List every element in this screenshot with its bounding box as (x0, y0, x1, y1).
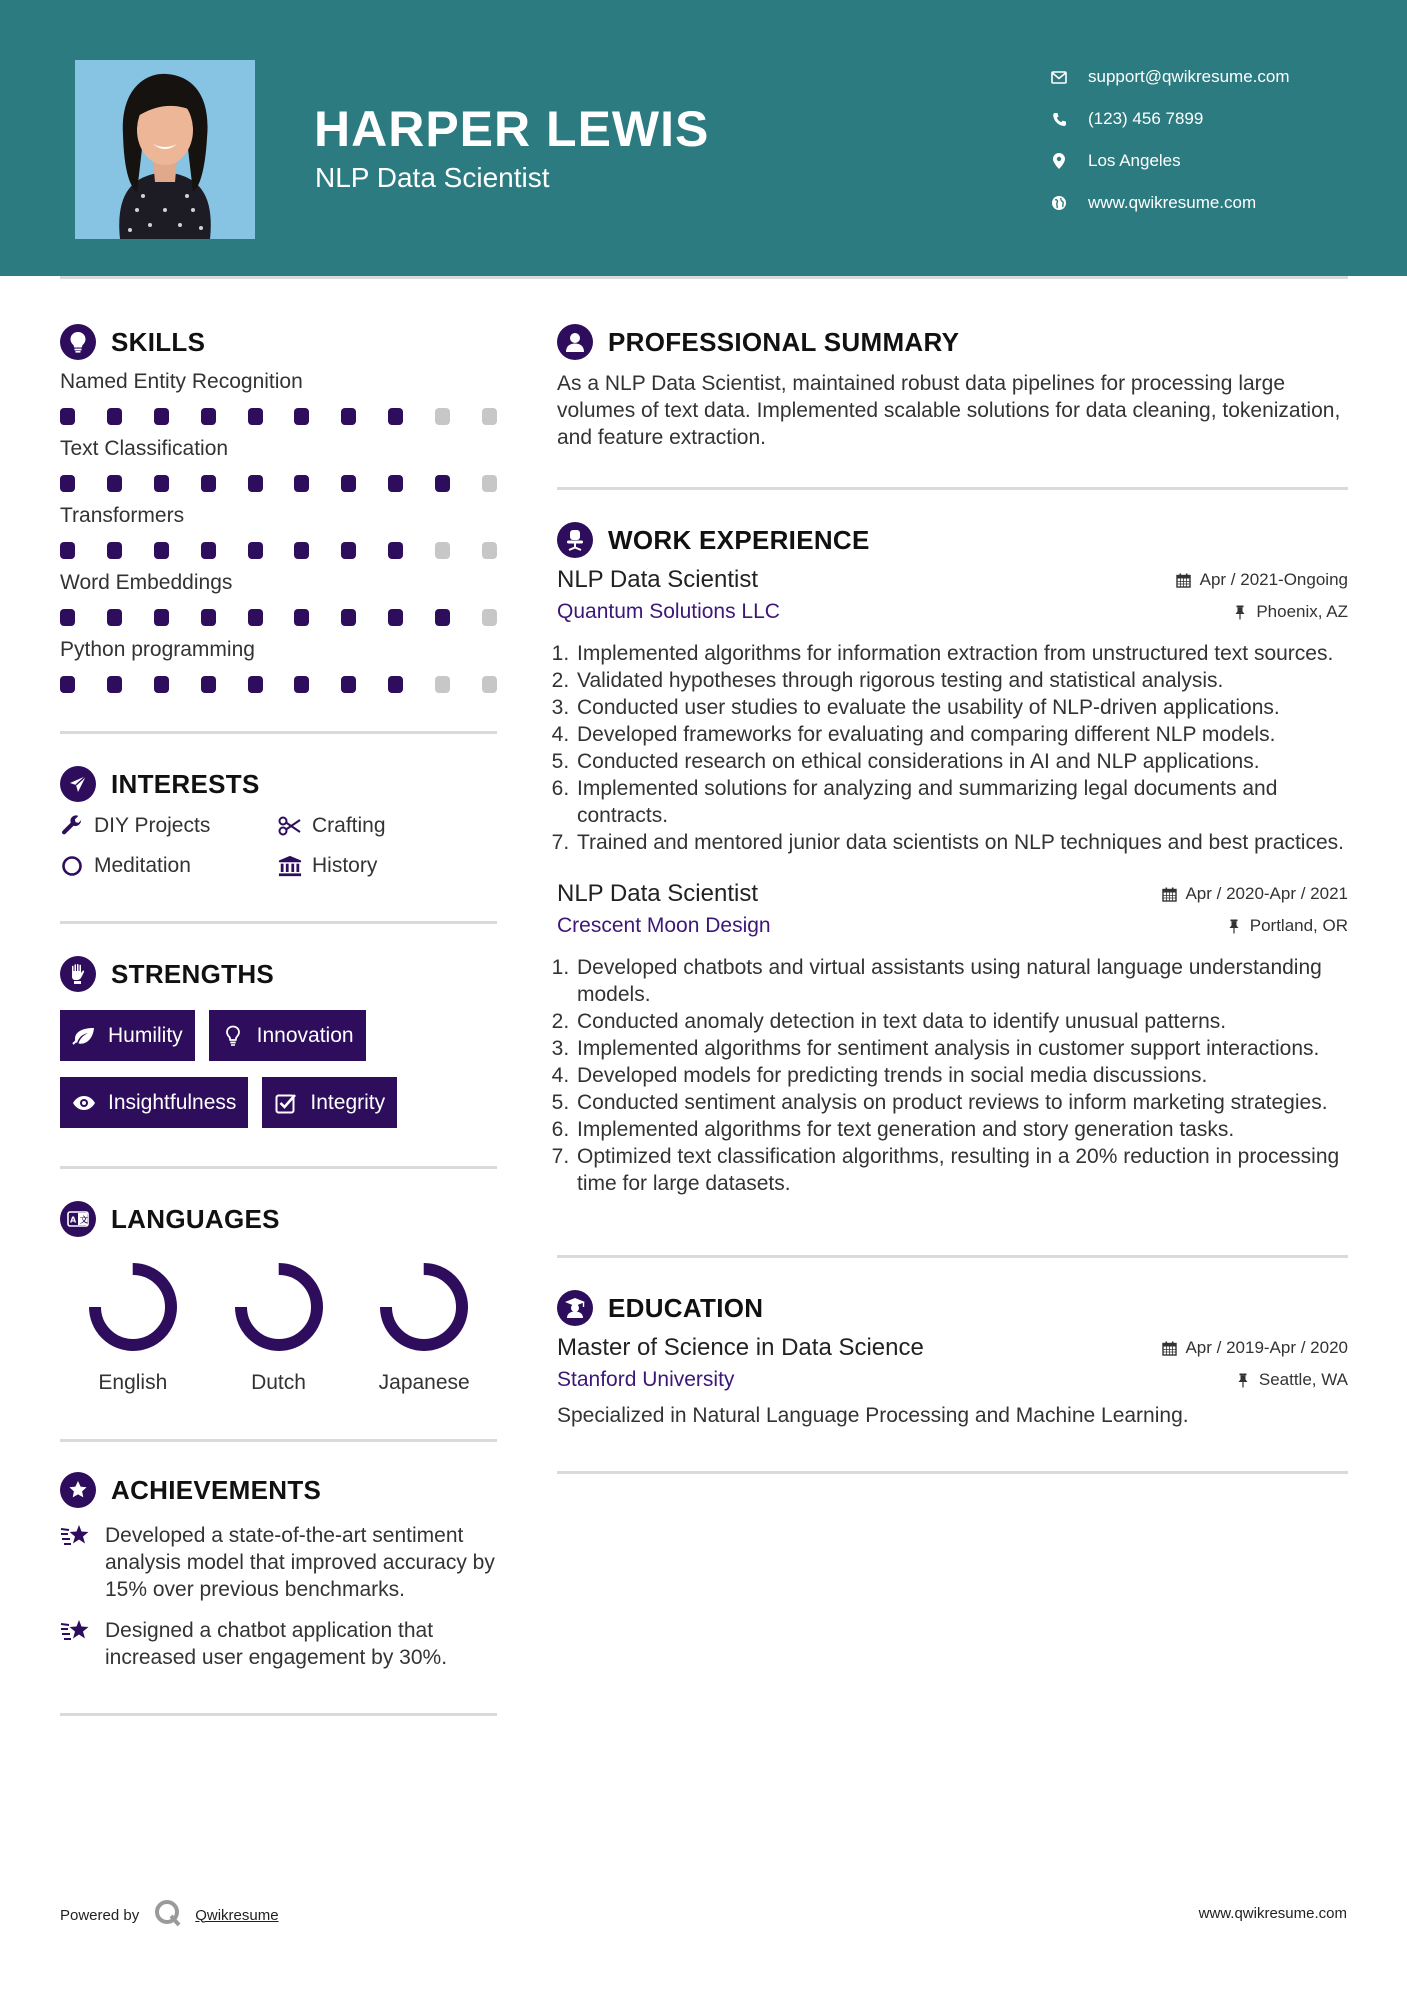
interest-label: Meditation (94, 854, 191, 877)
strength-label: Humility (108, 1023, 183, 1047)
achievements-list (60, 1522, 497, 1671)
skill-dot-filled (341, 609, 356, 626)
language-item (60, 1261, 206, 1395)
skill-dot-filled (107, 408, 122, 425)
skill-dot-filled (107, 475, 122, 492)
language-level-ring (233, 1261, 325, 1353)
svg-text:文: 文 (80, 1215, 88, 1225)
job-row (557, 600, 1348, 624)
skill-dot-filled (294, 475, 309, 492)
job-duty: 2. Conducted anomaly detection in text data to identify unusual patterns. (575, 1008, 1348, 1035)
skill-dot-empty (482, 542, 497, 559)
footer-website[interactable]: www.qwikresume.com (1198, 1905, 1347, 1922)
scissors-icon (278, 814, 302, 838)
experience-section-header (557, 518, 1348, 562)
phone-icon (1050, 110, 1068, 128)
footer-powered-by (60, 1898, 279, 1932)
skill-dot-filled (388, 609, 403, 626)
job-duty: 6. Implemented solutions for analyzing and summarizing legal documents and contracts. (575, 775, 1348, 829)
education-entry (557, 1334, 1348, 1429)
job-duty: 5. Conducted sentiment analysis on product reviews to inform marketing strategies. (575, 1089, 1348, 1116)
education-location (1235, 1370, 1348, 1390)
skill-dot-filled (388, 676, 403, 693)
svg-text:A: A (70, 1215, 77, 1225)
skill-dot-empty (482, 676, 497, 693)
skill-dot-filled (435, 609, 450, 626)
job-location (1232, 602, 1348, 622)
contact-website-text: www.qwikresume.com (1088, 193, 1257, 212)
job-dates-text: Apr / 2020-Apr / 2021 (1185, 884, 1348, 903)
languages-list (60, 1261, 497, 1395)
job-entry (557, 880, 1348, 1197)
strength-label: Integrity (310, 1090, 386, 1114)
language-label: Dutch (251, 1371, 306, 1394)
job-location-text: Phoenix, AZ (1256, 602, 1348, 621)
section-divider (60, 1713, 497, 1716)
skill-dot-filled (248, 475, 263, 492)
skills-section-header (60, 320, 497, 364)
shooting-star-icon (60, 1617, 92, 1647)
section-divider (60, 921, 497, 924)
skill-dot-filled (248, 408, 263, 425)
qwikresume-logo-icon (153, 1898, 183, 1932)
qwikresume-link[interactable]: Qwikresume (195, 1906, 279, 1924)
contact-phone[interactable] (1050, 98, 1290, 140)
education-row (557, 1368, 1348, 1392)
languages-section-header (60, 1197, 497, 1241)
skill-dot-filled (107, 542, 122, 559)
interest-item (60, 814, 278, 838)
map-pin-icon (1050, 152, 1068, 170)
contact-email[interactable] (1050, 56, 1290, 98)
user-icon (557, 324, 593, 360)
skill-dot-filled (294, 408, 309, 425)
job-duty: 7. Optimized text classification algorithms, resulting in a 20% reduction in processing time for large datasets. (575, 1143, 1348, 1197)
raised-fist-icon (60, 956, 96, 992)
job-duty: 5. Conducted research on ethical considerations in AI and NLP applications. (575, 748, 1348, 775)
language-label: English (98, 1371, 168, 1394)
skill-dot-filled (435, 475, 450, 492)
candidate-name: HARPER LEWIS (314, 101, 710, 157)
skill-rating (60, 475, 497, 492)
right-column (557, 320, 1348, 1474)
interests-section-header (60, 762, 497, 806)
interest-label: DIY Projects (94, 814, 211, 837)
job-duty: 1. Implemented algorithms for information extraction from unstructured text sources. (575, 640, 1348, 667)
skills-heading: SKILLS (111, 326, 206, 357)
job-duty: 1. Developed chatbots and virtual assistants using natural language understanding models. (575, 954, 1348, 1008)
skill-dot-empty (482, 609, 497, 626)
interest-label: Crafting (312, 814, 386, 837)
museum-icon (278, 854, 302, 878)
language-level-arc (386, 1269, 462, 1345)
skill-dot-empty (482, 475, 497, 492)
paper-plane-icon (60, 766, 96, 802)
lightbulb-icon (60, 324, 96, 360)
strength-tag (60, 1077, 248, 1128)
skill-dot-filled (248, 542, 263, 559)
language-level-arc (241, 1269, 317, 1345)
job-duty: 6. Implemented algorithms for text generation and story generation tasks. (575, 1116, 1348, 1143)
strength-tag (209, 1010, 366, 1061)
contact-list (1050, 56, 1290, 224)
skill-dot-filled (201, 542, 216, 559)
pushpin-icon (1235, 1372, 1251, 1388)
skill-rating (60, 609, 497, 626)
calendar-icon (1161, 886, 1177, 902)
strength-tag (60, 1010, 195, 1061)
skill-dot-empty (482, 408, 497, 425)
interest-item (60, 854, 278, 878)
education-heading: EDUCATION (608, 1292, 764, 1323)
skill-dot-filled (388, 542, 403, 559)
job-dates (1176, 570, 1348, 590)
skill-dot-filled (201, 676, 216, 693)
skill-dot-filled (201, 475, 216, 492)
strength-label: Innovation (256, 1023, 354, 1047)
left-column (60, 320, 497, 1716)
pushpin-icon (1226, 918, 1242, 934)
job-duty: 2. Validated hypotheses through rigorous testing and statistical analysis. (575, 667, 1348, 694)
interest-item (278, 814, 496, 838)
education-section-header (557, 1286, 1348, 1330)
achievement-text: Developed a state-of-the-art sentiment analysis model that improved accuracy by 15% over previous benchmarks. (105, 1524, 495, 1601)
job-duty: 3. Implemented algorithms for sentiment analysis in customer support interactions. (575, 1035, 1348, 1062)
skill-dot-filled (341, 475, 356, 492)
section-divider (557, 487, 1348, 490)
education-degree: Master of Science in Data Science (557, 1334, 924, 1361)
education-description: Specialized in Natural Language Processing and Machine Learning. (557, 1404, 1189, 1427)
globe-icon (1050, 194, 1068, 212)
profile-photo (75, 60, 255, 239)
skill-dot-empty (435, 408, 450, 425)
job-dates (1161, 884, 1348, 904)
achievement-text: Designed a chatbot application that increased user engagement by 30%. (105, 1619, 448, 1669)
skill-dot-filled (107, 676, 122, 693)
skill-dot-filled (294, 676, 309, 693)
skill-dot-filled (60, 676, 75, 693)
education-row (557, 1334, 1348, 1362)
skill-dot-filled (388, 475, 403, 492)
job-role: NLP Data Scientist (557, 566, 758, 593)
language-level-arc (95, 1269, 171, 1345)
envelope-icon (1050, 68, 1068, 86)
skill-dot-filled (60, 475, 75, 492)
job-row (557, 880, 1348, 908)
pushpin-icon (1232, 604, 1248, 620)
language-item (351, 1261, 497, 1395)
education-location-text: Seattle, WA (1258, 1370, 1348, 1389)
section-divider (60, 1439, 497, 1442)
section-divider (557, 1471, 1348, 1474)
skill-name: Python programming (60, 638, 255, 661)
job-row (557, 914, 1348, 938)
resume-header (0, 0, 1407, 276)
language-item (206, 1261, 352, 1395)
skill-dot-filled (154, 408, 169, 425)
interests-list (60, 814, 497, 878)
contact-location (1050, 140, 1290, 182)
powered-by-text: Powered by (60, 1906, 140, 1924)
job-location (1226, 916, 1348, 936)
check-square-icon (274, 1091, 298, 1115)
eye-icon (72, 1091, 96, 1115)
job-duty: 3. Conducted user studies to evaluate the usability of NLP-driven applications. (575, 694, 1348, 721)
graduate-icon (557, 1290, 593, 1326)
job-company: Quantum Solutions LLC (557, 600, 780, 623)
skill-dot-filled (60, 609, 75, 626)
skill-dot-filled (248, 609, 263, 626)
job-duty: 7. Trained and mentored junior data scientists on NLP techniques and best practices. (575, 829, 1348, 856)
candidate-title: NLP Data Scientist (315, 162, 550, 193)
job-duties-list (557, 954, 1348, 1197)
office-chair-icon (557, 522, 593, 558)
skill-dot-filled (201, 609, 216, 626)
summary-text: As a NLP Data Scientist, maintained robust data pipelines for processing large volumes of text data. Implemented scalable solutions for data cleaning, tokenization, and feature extraction. (557, 372, 1341, 449)
wrench-icon (60, 814, 84, 838)
skill-rating (60, 408, 497, 425)
languages-heading: LANGUAGES (111, 1203, 280, 1234)
language-level-ring (87, 1261, 179, 1353)
job-entry (557, 566, 1348, 856)
education-dates (1161, 1338, 1348, 1358)
skill-rating (60, 676, 497, 693)
language-level-ring (378, 1261, 470, 1353)
achievements-heading: ACHIEVEMENTS (111, 1474, 322, 1505)
skill-dot-empty (435, 676, 450, 693)
skill-dot-filled (341, 676, 356, 693)
skill-dot-filled (248, 676, 263, 693)
skill-dot-filled (294, 609, 309, 626)
skill-rating (60, 542, 497, 559)
skill-dot-filled (60, 408, 75, 425)
job-duty: 4. Developed models for predicting trends in social media discussions. (575, 1062, 1348, 1089)
skill-dot-filled (341, 408, 356, 425)
language-icon (60, 1201, 96, 1237)
calendar-icon (1176, 572, 1192, 588)
skill-dot-filled (107, 609, 122, 626)
skill-dot-filled (60, 542, 75, 559)
skill-dot-filled (341, 542, 356, 559)
skill-dot-filled (154, 676, 169, 693)
header-divider (60, 276, 1348, 279)
contact-website[interactable] (1050, 182, 1290, 224)
job-row (557, 566, 1348, 594)
skill-name: Transformers (60, 504, 185, 527)
contact-location-text: Los Angeles (1088, 151, 1181, 170)
strengths-list (60, 1010, 497, 1128)
experience-heading: WORK EXPERIENCE (608, 524, 870, 555)
contact-phone-text: (123) 456 7899 (1088, 109, 1204, 128)
skill-dot-filled (154, 542, 169, 559)
summary-heading: PROFESSIONAL SUMMARY (608, 326, 960, 357)
lightbulb-icon (221, 1024, 245, 1048)
strength-label: Insightfulness (108, 1090, 237, 1114)
job-dates-text: Apr / 2021-Ongoing (1199, 570, 1348, 589)
achievement-item (60, 1617, 497, 1671)
skill-dot-filled (388, 408, 403, 425)
shooting-star-icon (60, 1522, 92, 1552)
strengths-heading: STRENGTHS (111, 958, 275, 989)
achievements-section-header (60, 1468, 497, 1512)
skill-dot-filled (201, 408, 216, 425)
interest-label: History (312, 854, 378, 877)
section-divider (60, 731, 497, 734)
skills-list (60, 370, 497, 693)
contact-email-text: support@qwikresume.com (1088, 67, 1290, 86)
skill-dot-empty (435, 542, 450, 559)
job-duties-list (557, 640, 1348, 856)
star-badge-icon (60, 1472, 96, 1508)
job-role: NLP Data Scientist (557, 880, 758, 907)
skill-dot-filled (154, 475, 169, 492)
skill-name: Text Classification (60, 437, 229, 460)
circle-icon (60, 854, 84, 878)
language-label: Japanese (378, 1371, 470, 1394)
skill-name: Word Embeddings (60, 571, 233, 594)
strength-tag (262, 1077, 397, 1128)
skill-dot-filled (154, 609, 169, 626)
skill-dot-filled (294, 542, 309, 559)
leaf-icon (72, 1024, 96, 1048)
section-divider (557, 1255, 1348, 1258)
calendar-icon (1161, 1340, 1177, 1356)
skill-name: Named Entity Recognition (60, 370, 303, 393)
strengths-section-header (60, 952, 497, 996)
job-location-text: Portland, OR (1249, 916, 1348, 935)
education-dates-text: Apr / 2019-Apr / 2020 (1185, 1338, 1348, 1357)
education-school: Stanford University (557, 1368, 735, 1391)
job-duty: 4. Developed frameworks for evaluating and comparing different NLP models. (575, 721, 1348, 748)
summary-section-header (557, 320, 1348, 364)
section-divider (60, 1166, 497, 1169)
job-company: Crescent Moon Design (557, 914, 771, 937)
interests-heading: INTERESTS (111, 768, 260, 799)
achievement-item (60, 1522, 497, 1603)
interest-item (278, 854, 496, 878)
